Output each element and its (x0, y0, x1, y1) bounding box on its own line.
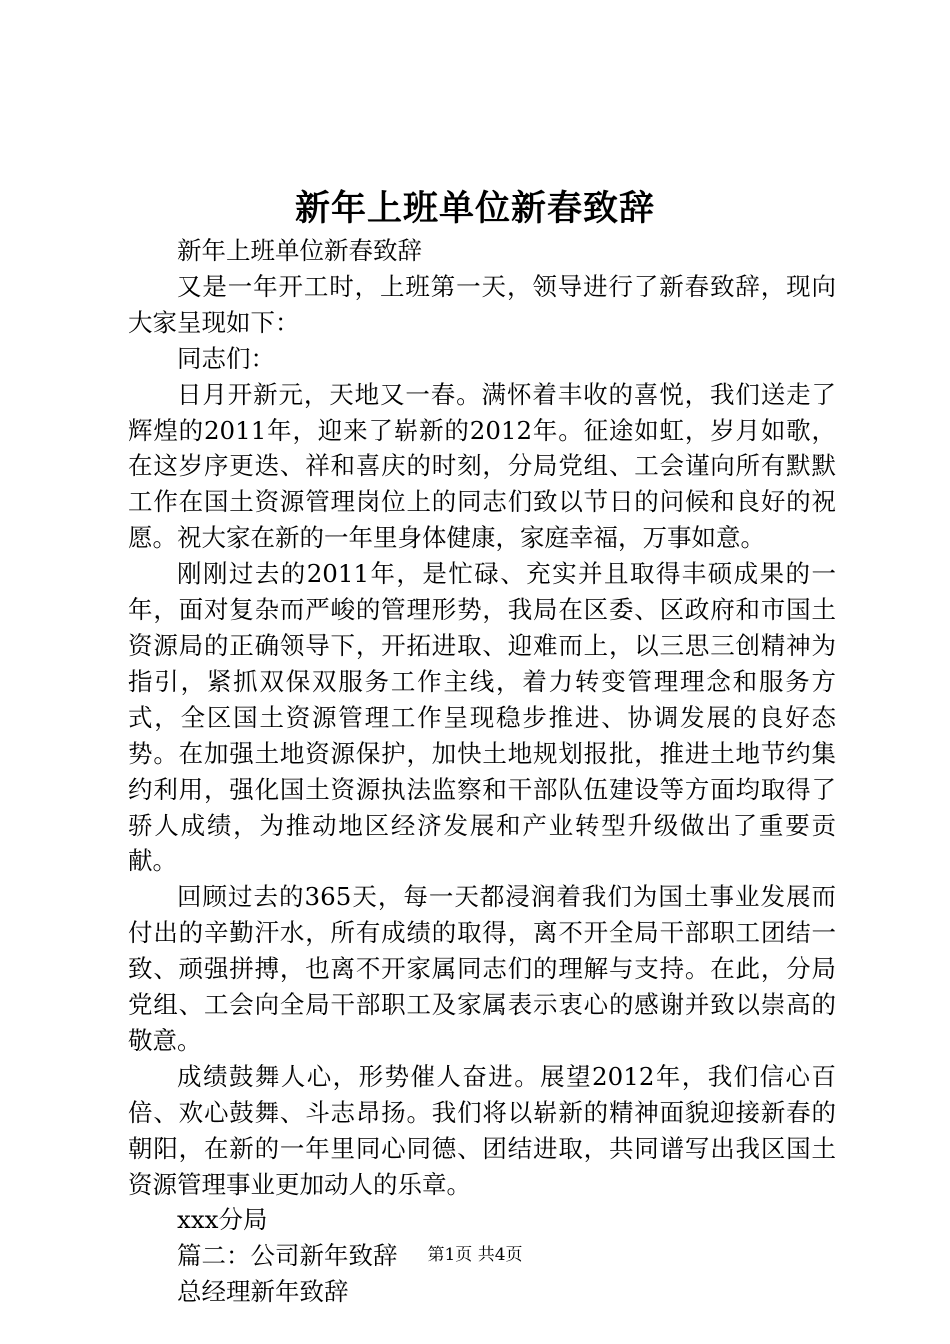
paragraph-thanks: 回顾过去的365天，每一天都浸润着我们为国土事业发展而付出的辛勤汗水，所有成绩的取得，离不开全局干部职工团结一致、顽强拼搏，也离不开家属同志们的理解与支持。在此，分局党组、工会向全局干部职工及家属表示衷心的感谢并致以崇高的敬意。 (128, 882, 836, 1055)
document-body (128, 233, 836, 1310)
document-title: 新年上班单位新春致辞 (294, 188, 655, 229)
paragraph-salutation: 同志们： (177, 343, 275, 373)
paragraph-section-two: 篇二：公司新年致辞 (177, 1241, 398, 1271)
paragraph-gm-heading: 总经理新年致辞 (177, 1277, 349, 1307)
paragraph-outlook: 成绩鼓舞人心，形势催人奋进。展望2012年，我们信心百倍、欢心鼓舞、斗志昂扬。我们将以崭新的精神面貌迎接新春的朝阳，在新的一年里同心同德、团结进取，共同谱写出我区国土资源管理事业更加动人的乐章。 (128, 1061, 836, 1199)
paragraph-review-2011: 刚刚过去的2011年，是忙碌、充实并且取得丰硕成果的一年，面对复杂而严峻的管理形势，我局在区委、区政府和市国土资源局的正确领导下，开拓进取、迎难而上，以三思三创精神为指引，紧抓双保双服务工作主线，着力转变管理理念和服务方式，全区国土资源管理工作呈现稳步推进、协调发展的良好态势。在加强土地资源保护，加快土地规划报批，推进土地节约集约利用，强化国土资源执法监察和干部队伍建设等方面均取得了骄人成绩，为推动地区经济发展和产业转型升级做出了重要贡献。 (128, 559, 836, 876)
page-number-footer: 第1页 共4页 (427, 1245, 523, 1265)
paragraph-signature: xxx分局 (177, 1205, 268, 1235)
paragraph-greeting: 日月开新元，天地又一春。满怀着丰收的喜悦，我们送走了辉煌的2011年，迎来了崭新的2012年。征途如虹，岁月如歌，在这岁序更迭、祥和喜庆的时刻，分局党组、工会谨向所有默默工作在国土资源管理岗位上的同志们致以节日的问候和良好的祝愿。祝大家在新的一年里身体健康，家庭幸福，万事如意。 (128, 379, 836, 553)
paragraph-intro: 又是一年开工时，上班第一天，领导进行了新春致辞，现向大家呈现如下： (128, 271, 836, 337)
paragraph-subtitle: 新年上班单位新春致辞 (177, 236, 422, 265)
